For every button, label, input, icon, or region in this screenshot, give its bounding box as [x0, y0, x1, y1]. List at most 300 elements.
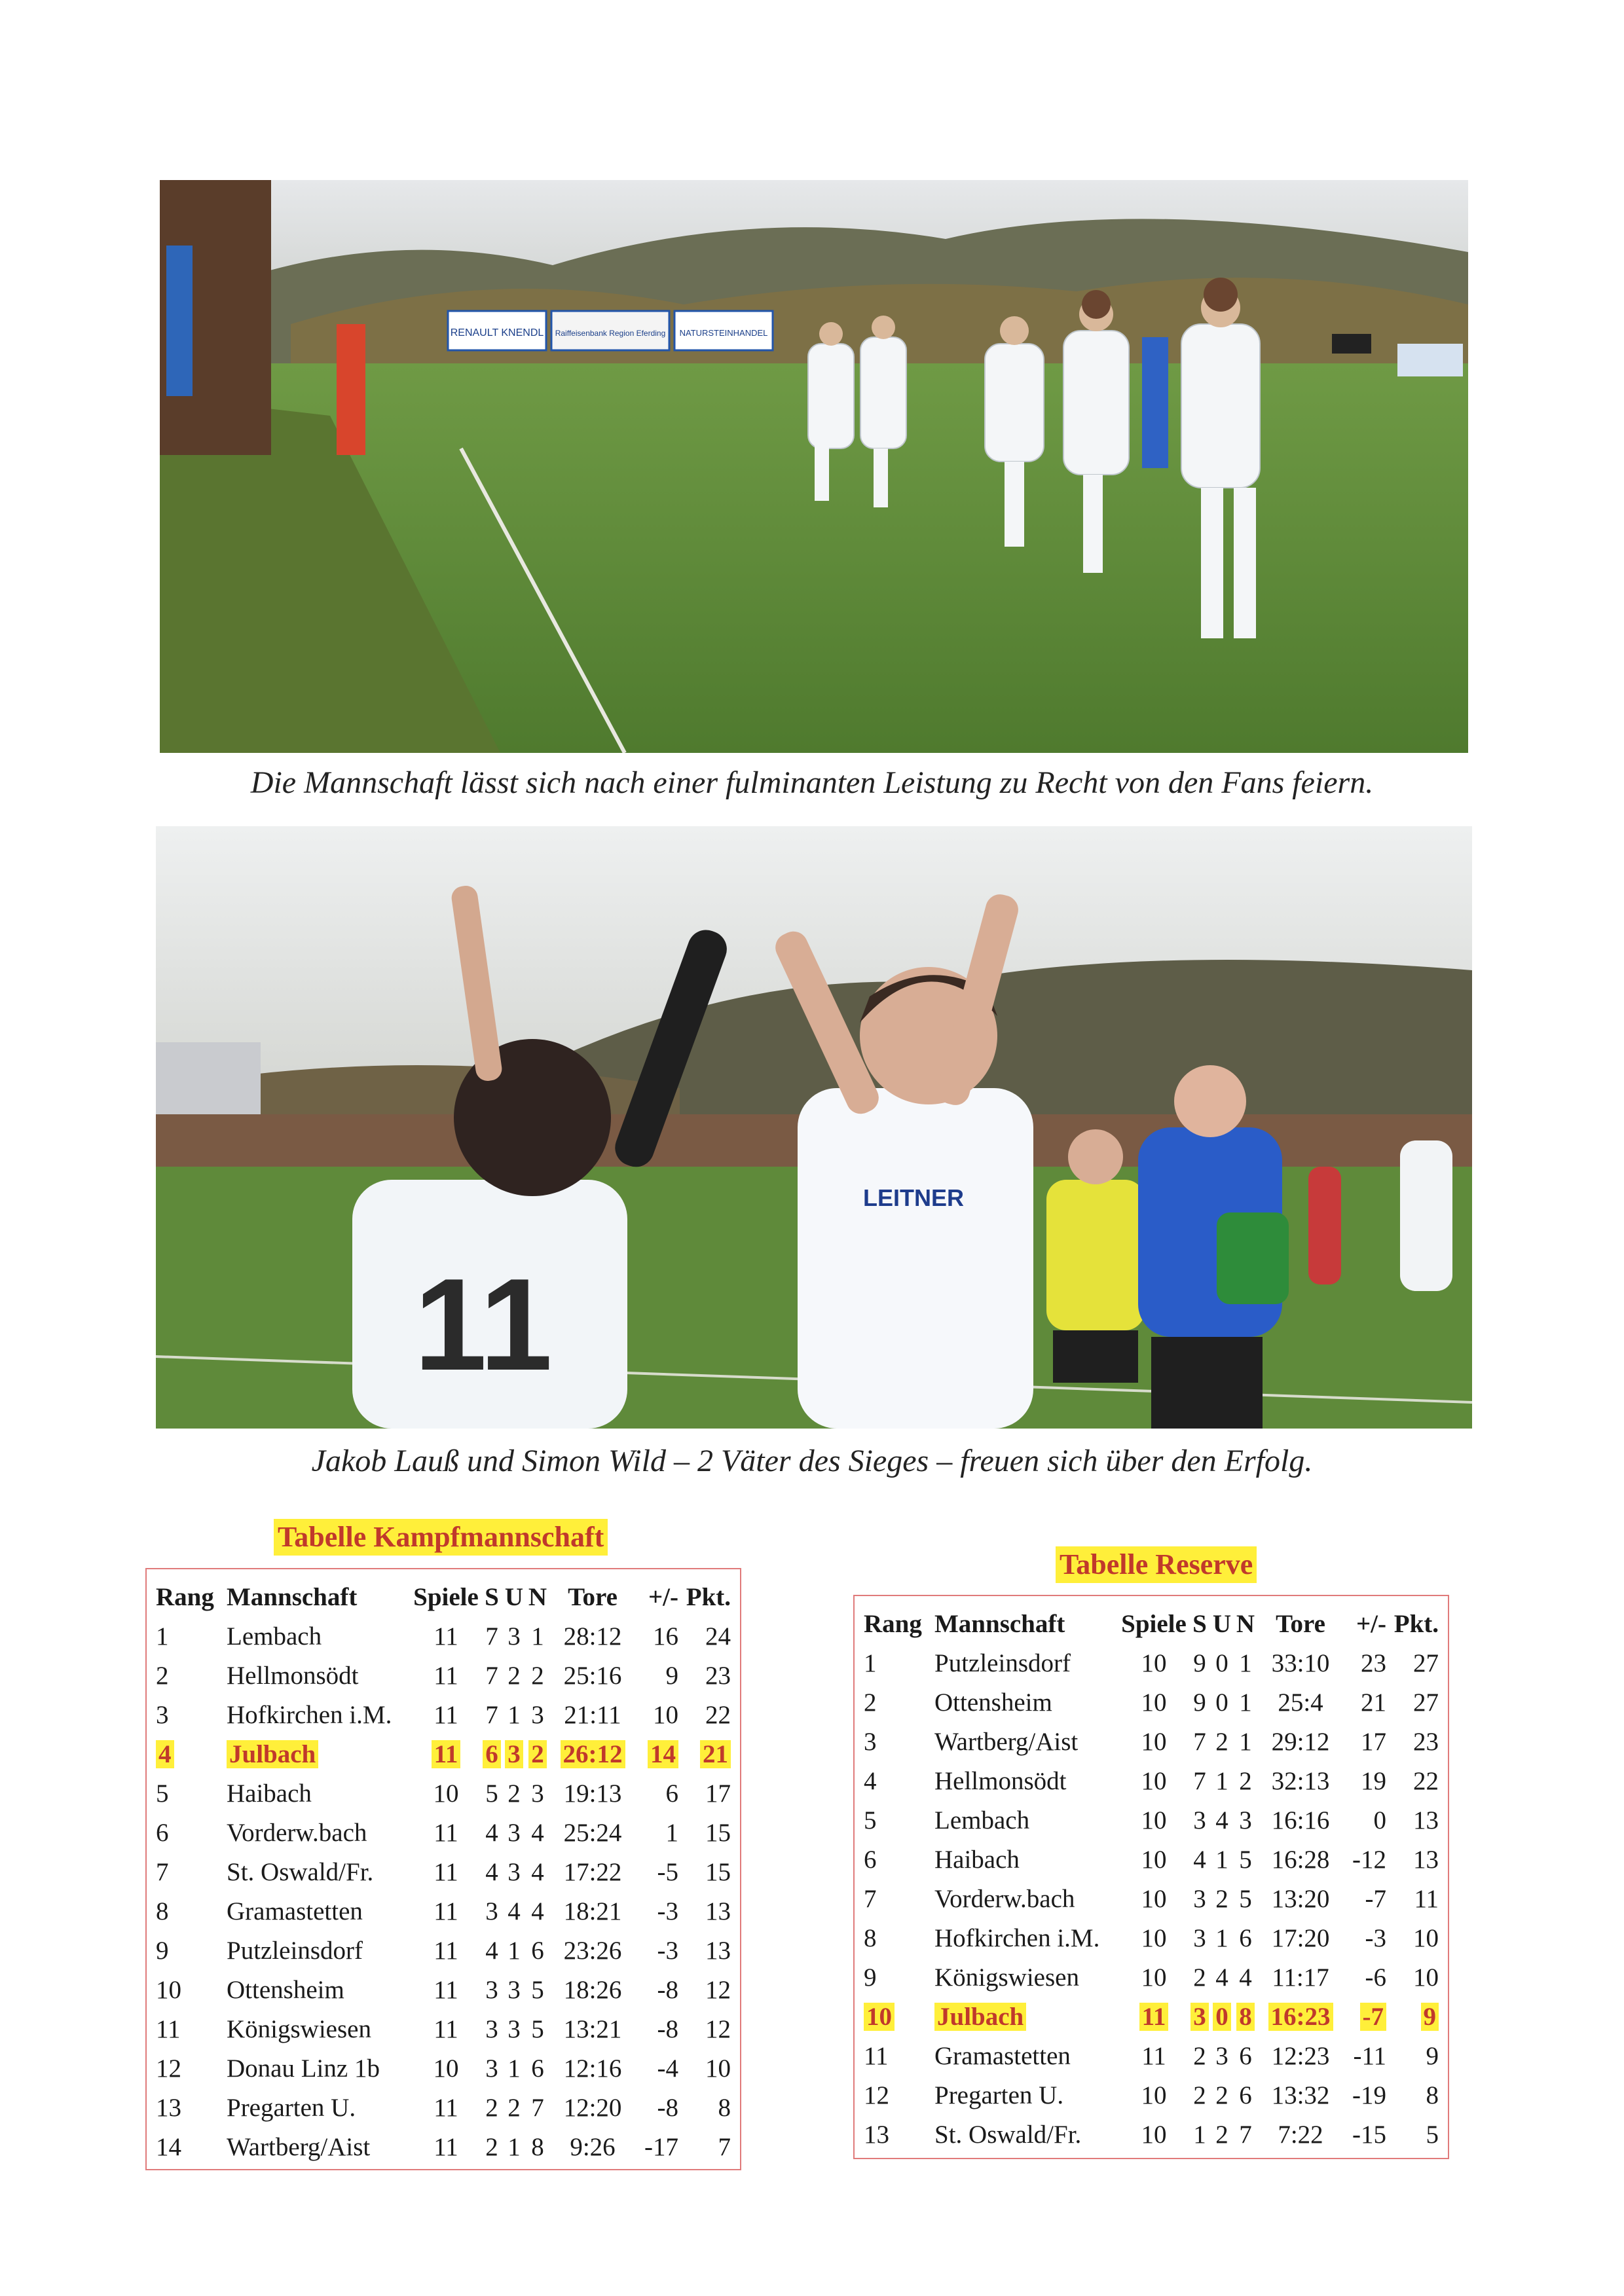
cell-team: Königswiesen [934, 1963, 1079, 1992]
cell-rank: 8 [864, 1923, 877, 1952]
table-row [864, 1958, 1439, 1997]
table-row [864, 2036, 1439, 2075]
cell-losses: 3 [1239, 1806, 1252, 1834]
table1-box [145, 1568, 741, 2170]
cell-losses: 2 [1239, 1766, 1252, 1795]
cell-goals: 33:10 [1271, 1649, 1330, 1677]
highlighted-value: 2 [528, 1740, 547, 1768]
cell-rank: 1 [864, 1649, 877, 1677]
table1-header-rank: Rang [156, 1582, 214, 1611]
cell-games: 10 [1141, 1884, 1167, 1913]
cell-rank: 3 [864, 1727, 877, 1756]
table1-header-wins: S [485, 1582, 499, 1611]
table-row [864, 2115, 1439, 2154]
cell-diff: 17 [1361, 1727, 1386, 1756]
table-row [864, 1918, 1439, 1958]
cell-diff: 19 [1361, 1766, 1386, 1795]
table-row [156, 1774, 731, 1813]
highlighted-value: Julbach [227, 1740, 318, 1768]
cell-team: Lembach [934, 1806, 1030, 1834]
table-row [156, 2088, 731, 2127]
table-row [864, 1722, 1439, 1761]
cell-goals: 23:26 [563, 1936, 622, 1965]
table-row [864, 1761, 1439, 1800]
cell-games: 10 [1141, 1727, 1167, 1756]
cell-goals: 13:21 [563, 2014, 622, 2043]
cell-diff: 1 [665, 1818, 678, 1847]
cell-rank: 10 [156, 1975, 181, 2004]
cell-team: Ottensheim [934, 1688, 1052, 1717]
table-row [156, 1970, 731, 2009]
cell-team [227, 1734, 411, 1774]
table1 [156, 1577, 731, 2166]
cell-draws: 3 [507, 2014, 521, 2043]
cell-rank: 3 [156, 1700, 169, 1729]
cell-team: Hellmonsödt [934, 1766, 1067, 1795]
players-highfive-photo [156, 826, 1472, 1429]
cell-goals: 11:17 [1272, 1963, 1329, 1992]
cell-wins: 3 [485, 1897, 498, 1925]
cell-wins: 7 [485, 1661, 498, 1690]
cell-wins: 2 [1193, 2081, 1206, 2109]
cell-diff [1343, 1997, 1386, 2036]
cell-team: Wartberg/Aist [934, 1727, 1079, 1756]
cell-points: 13 [705, 1936, 731, 1965]
cell-points: 13 [1413, 1845, 1439, 1874]
cell-wins: 3 [1193, 1884, 1206, 1913]
cell-games: 10 [1141, 2120, 1167, 2149]
cell-draws [1211, 1997, 1233, 2036]
cell-draws: 3 [507, 1975, 521, 2004]
cell-goals: 25:24 [563, 1818, 622, 1847]
cell-points: 12 [705, 2014, 731, 2043]
table-row [156, 1813, 731, 1852]
cell-draws: 3 [1215, 2041, 1228, 2070]
table-row [156, 1695, 731, 1734]
cell-draws: 4 [507, 1897, 521, 1925]
highlighted-value: 9 [1421, 2003, 1439, 2031]
cell-goals: 28:12 [563, 1622, 622, 1650]
table-row [864, 1879, 1439, 1918]
cell-losses: 1 [531, 1622, 544, 1650]
cell-rank: 13 [156, 2093, 181, 2122]
cell-goals: 13:32 [1271, 2081, 1330, 2109]
cell-goals: 18:21 [563, 1897, 622, 1925]
cell-diff: 9 [665, 1661, 678, 1690]
cell-games: 10 [1141, 1923, 1167, 1952]
cell-team: Haibach [934, 1845, 1020, 1874]
cell-rank: 13 [864, 2120, 889, 2149]
cell-rank: 7 [864, 1884, 877, 1913]
table1-header-draws: U [504, 1582, 524, 1611]
cell-diff: 21 [1361, 1688, 1386, 1717]
cell-losses: 6 [1239, 1923, 1252, 1952]
cell-rank: 1 [156, 1622, 169, 1650]
cell-rank: 11 [156, 2014, 181, 2043]
cell-draws: 2 [507, 1661, 521, 1690]
cell-points: 5 [1426, 2120, 1439, 2149]
cell-points: 27 [1413, 1688, 1439, 1717]
cell-losses: 1 [1239, 1688, 1252, 1717]
table-row [156, 2009, 731, 2049]
cell-points: 10 [1413, 1923, 1439, 1952]
cell-losses: 5 [1239, 1845, 1252, 1874]
cell-games: 10 [1141, 1766, 1167, 1795]
cell-rank: 4 [864, 1766, 877, 1795]
cell-points: 13 [705, 1897, 731, 1925]
banner-text-3: NATURSTEINHANDEL [679, 328, 768, 338]
cell-wins: 9 [1193, 1649, 1206, 1677]
table-row [156, 1656, 731, 1695]
cell-team: Putzleinsdorf [934, 1649, 1071, 1677]
cell-games: 10 [1141, 1688, 1167, 1717]
cell-rank [156, 1734, 227, 1774]
table-row [156, 2127, 731, 2166]
highlighted-value: 0 [1213, 2003, 1231, 2031]
cell-losses: 8 [531, 2132, 544, 2161]
cell-draws: 2 [1215, 1727, 1228, 1756]
cell-team: Pregarten U. [934, 2081, 1064, 2109]
cell-losses: 2 [531, 1661, 544, 1690]
table2-body [864, 1643, 1439, 2154]
cell-draws: 1 [1215, 1845, 1228, 1874]
cell-team: Pregarten U. [227, 2093, 356, 2122]
cell-diff: -17 [644, 2132, 678, 2161]
cell-losses: 6 [531, 2054, 544, 2083]
cell-points: 10 [1413, 1963, 1439, 1992]
cell-diff: -19 [1352, 2081, 1386, 2109]
cell-losses: 5 [1239, 1884, 1252, 1913]
cell-losses: 6 [1239, 2041, 1252, 2070]
cell-wins: 4 [1193, 1845, 1206, 1874]
cell-wins: 2 [485, 2132, 498, 2161]
cell-losses: 7 [1239, 2120, 1252, 2149]
table2 [864, 1604, 1439, 2154]
highlighted-value: 4 [156, 1740, 174, 1768]
cell-draws: 4 [1215, 1963, 1228, 1992]
cell-team: St. Oswald/Fr. [934, 2120, 1082, 2149]
highlighted-value: 16:23 [1268, 2003, 1333, 2031]
table2-header-diff: +/- [1356, 1609, 1386, 1638]
highlighted-value: 6 [483, 1740, 501, 1768]
cell-goals: 16:28 [1271, 1845, 1330, 1874]
highlighted-value: 21 [700, 1740, 731, 1768]
cell-losses: 1 [1239, 1727, 1252, 1756]
cell-games: 10 [1141, 1845, 1167, 1874]
cell-goals: 17:22 [563, 1857, 622, 1886]
cell-draws [503, 1734, 525, 1774]
shirt-number: 11 [414, 1252, 553, 1398]
cell-rank: 9 [156, 1936, 169, 1965]
cell-losses: 6 [531, 1936, 544, 1965]
cell-goals: 25:4 [1278, 1688, 1323, 1717]
cell-losses: 1 [1239, 1649, 1252, 1677]
highlighted-value: 3 [505, 1740, 523, 1768]
table-row [864, 2075, 1439, 2115]
cell-draws: 1 [507, 2132, 521, 2161]
cell-goals [1258, 1997, 1343, 2036]
cell-wins: 3 [1193, 1923, 1206, 1952]
cell-points: 10 [705, 2054, 731, 2083]
cell-points: 23 [1413, 1727, 1439, 1756]
cell-losses: 5 [531, 2014, 544, 2043]
table1-header-games: Spiele [413, 1582, 479, 1611]
cell-rank: 12 [156, 2054, 181, 2083]
cell-rank: 12 [864, 2081, 889, 2109]
cell-team: Haibach [227, 1779, 312, 1808]
cell-diff: -7 [1365, 1884, 1386, 1913]
table1-header-row [156, 1577, 731, 1616]
cell-rank: 14 [156, 2132, 181, 2161]
cell-games: 10 [433, 2054, 459, 2083]
cell-points: 27 [1413, 1649, 1439, 1677]
cell-points: 13 [1413, 1806, 1439, 1834]
cell-games: 11 [434, 2132, 458, 2161]
table2-title: Tabelle Reserve [1056, 1546, 1257, 1583]
cell-team: Ottensheim [227, 1975, 344, 2004]
highlighted-value: 3 [1190, 2003, 1209, 2031]
cell-losses: 5 [531, 1975, 544, 2004]
cell-points: 15 [705, 1818, 731, 1847]
cell-diff [635, 1734, 678, 1774]
table-row [864, 1840, 1439, 1879]
cell-rank: 11 [864, 2041, 889, 2070]
cell-points: 24 [705, 1622, 731, 1650]
cell-team: Gramastetten [227, 1897, 363, 1925]
highlighted-value: Julbach [934, 2003, 1026, 2031]
cell-wins: 3 [485, 1975, 498, 2004]
table1-body [156, 1616, 731, 2166]
cell-team [934, 1997, 1119, 2036]
cell-games: 11 [434, 1661, 458, 1690]
cell-diff: -12 [1352, 1845, 1386, 1874]
cell-games [1119, 1997, 1189, 2036]
cell-games: 11 [434, 1897, 458, 1925]
cell-team: Hofkirchen i.M. [227, 1700, 392, 1729]
table1-header-goals: Tore [568, 1582, 618, 1611]
cell-goals: 25:16 [563, 1661, 622, 1690]
cell-wins: 9 [1193, 1688, 1206, 1717]
table-row [156, 1891, 731, 1931]
cell-diff: 0 [1373, 1806, 1386, 1834]
cell-points: 12 [705, 1975, 731, 2004]
cell-points: 11 [1414, 1884, 1439, 1913]
cell-draws: 0 [1215, 1688, 1228, 1717]
cell-games: 10 [1141, 1649, 1167, 1677]
cell-wins: 2 [1193, 2041, 1206, 2070]
cell-diff: -15 [1352, 2120, 1386, 2149]
table1-header-diff: +/- [648, 1582, 678, 1611]
cell-team: Vorderw.bach [227, 1818, 367, 1847]
table2-header-points: Pkt. [1393, 1609, 1439, 1638]
cell-diff: -5 [657, 1857, 678, 1886]
cell-draws: 3 [507, 1818, 521, 1847]
table2-header-games: Spiele [1121, 1609, 1187, 1638]
cell-games: 11 [434, 2093, 458, 2122]
cell-wins: 2 [1193, 1963, 1206, 1992]
cell-points [678, 1734, 731, 1774]
cell-wins: 7 [485, 1622, 498, 1650]
cell-draws: 3 [507, 1622, 521, 1650]
cell-diff: -8 [657, 2014, 678, 2043]
cell-rank: 2 [156, 1661, 169, 1690]
table-row [864, 1800, 1439, 1840]
table2-header-rank: Rang [864, 1609, 922, 1638]
cell-wins: 3 [1193, 1806, 1206, 1834]
cell-team: Hofkirchen i.M. [934, 1923, 1100, 1952]
cell-draws: 1 [1215, 1766, 1228, 1795]
cell-rank: 6 [864, 1845, 877, 1874]
table2-header-team: Mannschaft [934, 1609, 1065, 1638]
cell-losses: 3 [531, 1779, 544, 1808]
cell-wins: 4 [485, 1936, 498, 1965]
cell-diff: -3 [657, 1897, 678, 1925]
cell-team: St. Oswald/Fr. [227, 1857, 374, 1886]
cell-goals: 32:13 [1271, 1766, 1330, 1795]
table-row [156, 1931, 731, 1970]
cell-wins: 4 [485, 1818, 498, 1847]
table2-header-draws: U [1212, 1609, 1232, 1638]
cell-rank: 6 [156, 1818, 169, 1847]
cell-diff: -11 [1353, 2041, 1386, 2070]
cell-draws: 2 [1215, 2081, 1228, 2109]
photo1-caption: Die Mannschaft lässt sich nach einer fulminanten Leistung zu Recht von den Fans feiern. [250, 765, 1374, 800]
cell-diff: -8 [657, 2093, 678, 2122]
cell-diff: 16 [653, 1622, 678, 1650]
cell-wins [481, 1734, 503, 1774]
cell-draws: 2 [1215, 2120, 1228, 2149]
cell-games: 10 [1141, 1806, 1167, 1834]
table-row [864, 1683, 1439, 1722]
cell-draws: 2 [507, 1779, 521, 1808]
cell-losses: 7 [531, 2093, 544, 2122]
cell-goals: 12:16 [563, 2054, 622, 2083]
cell-rank: 5 [864, 1806, 877, 1834]
cell-draws: 1 [507, 2054, 521, 2083]
cell-losses: 3 [531, 1700, 544, 1729]
cell-team: Lembach [227, 1622, 322, 1650]
table2-header-row [864, 1604, 1439, 1643]
cell-diff: 6 [665, 1779, 678, 1808]
cell-diff: 23 [1361, 1649, 1386, 1677]
cell-losses: 4 [531, 1857, 544, 1886]
cell-games: 11 [434, 2014, 458, 2043]
cell-wins: 5 [485, 1779, 498, 1808]
cell-diff: -6 [1365, 1963, 1386, 1992]
cell-draws: 4 [1215, 1806, 1228, 1834]
cell-wins: 7 [1193, 1766, 1206, 1795]
cell-goals: 29:12 [1271, 1727, 1330, 1756]
cell-points: 9 [1426, 2041, 1439, 2070]
highlighted-value: 26:12 [561, 1740, 625, 1768]
cell-points: 23 [705, 1661, 731, 1690]
table2-header-goals: Tore [1276, 1609, 1325, 1638]
cell-rank: 5 [156, 1779, 169, 1808]
cell-points: 8 [1426, 2081, 1439, 2109]
table1-header-team: Mannschaft [227, 1582, 358, 1611]
cell-losses: 4 [531, 1897, 544, 1925]
cell-points: 15 [705, 1857, 731, 1886]
cell-diff: -3 [1365, 1923, 1386, 1952]
table1-header-points: Pkt. [686, 1582, 731, 1611]
cell-team: Gramastetten [934, 2041, 1071, 2070]
cell-goals: 17:20 [1271, 1923, 1330, 1952]
cell-team: Putzleinsdorf [227, 1936, 363, 1965]
highlighted-value: 10 [864, 2003, 895, 2031]
cell-goals: 18:26 [563, 1975, 622, 2004]
highlighted-value: 11 [432, 1740, 461, 1768]
cell-games: 11 [434, 1818, 458, 1847]
cell-rank: 9 [864, 1963, 877, 1992]
cell-rank: 8 [156, 1897, 169, 1925]
table2-row-highlighted [864, 1997, 1439, 2036]
banner-text-2: Raiffeisenbank Region Eferding [555, 329, 666, 338]
table1-row-highlighted [156, 1734, 731, 1774]
table1-header-losses: N [528, 1582, 547, 1611]
cell-draws: 2 [1215, 1884, 1228, 1913]
cell-games: 10 [433, 1779, 459, 1808]
cell-wins [1189, 1997, 1211, 2036]
cell-diff: -8 [657, 1975, 678, 2004]
cell-wins: 7 [1193, 1727, 1206, 1756]
cell-goals: 13:20 [1271, 1884, 1330, 1913]
cell-points: 8 [718, 2093, 731, 2122]
cell-points [1386, 1997, 1439, 2036]
cell-goals: 12:23 [1271, 2041, 1330, 2070]
highlighted-value: 11 [1139, 2003, 1169, 2031]
cell-games: 11 [434, 1700, 458, 1729]
cell-draws: 3 [507, 1857, 521, 1886]
cell-goals: 19:13 [563, 1779, 622, 1808]
cell-rank: 7 [156, 1857, 169, 1886]
cell-points: 22 [1413, 1766, 1439, 1795]
cell-games: 11 [434, 1936, 458, 1965]
cell-draws: 0 [1215, 1649, 1228, 1677]
cell-games: 11 [434, 1975, 458, 2004]
cell-wins: 3 [485, 2054, 498, 2083]
cell-goals: 21:11 [564, 1700, 621, 1729]
cell-wins: 2 [485, 2093, 498, 2122]
cell-draws: 1 [507, 1936, 521, 1965]
cell-games: 11 [1141, 2041, 1166, 2070]
cell-points: 7 [718, 2132, 731, 2161]
cell-points: 22 [705, 1700, 731, 1729]
cell-draws: 1 [1215, 1923, 1228, 1952]
cell-goals: 16:16 [1271, 1806, 1330, 1834]
highlighted-value: 8 [1236, 2003, 1255, 2031]
sponsor-text: LEITNER [863, 1184, 965, 1211]
highlighted-value: 14 [648, 1740, 678, 1768]
cell-goals: 7:22 [1278, 2120, 1323, 2149]
cell-losses: 4 [531, 1818, 544, 1847]
cell-team: Wartberg/Aist [227, 2132, 371, 2161]
cell-losses: 6 [1239, 2081, 1252, 2109]
photo2-caption: Jakob Lauß und Simon Wild – 2 Väter des Sieges – freuen sich über den Erfolg. [311, 1444, 1313, 1478]
cell-games [411, 1734, 481, 1774]
cell-points: 17 [705, 1779, 731, 1808]
cell-rank: 2 [864, 1688, 877, 1717]
cell-losses: 4 [1239, 1963, 1252, 1992]
cell-draws: 2 [507, 2093, 521, 2122]
cell-losses [525, 1734, 550, 1774]
cell-diff: -4 [657, 2054, 678, 2083]
table2-header-wins: S [1192, 1609, 1207, 1638]
cell-games: 11 [434, 1622, 458, 1650]
cell-team: Donau Linz 1b [227, 2054, 380, 2083]
cell-losses [1233, 1997, 1258, 2036]
cell-diff: -3 [657, 1936, 678, 1965]
cell-team: Königswiesen [227, 2014, 371, 2043]
